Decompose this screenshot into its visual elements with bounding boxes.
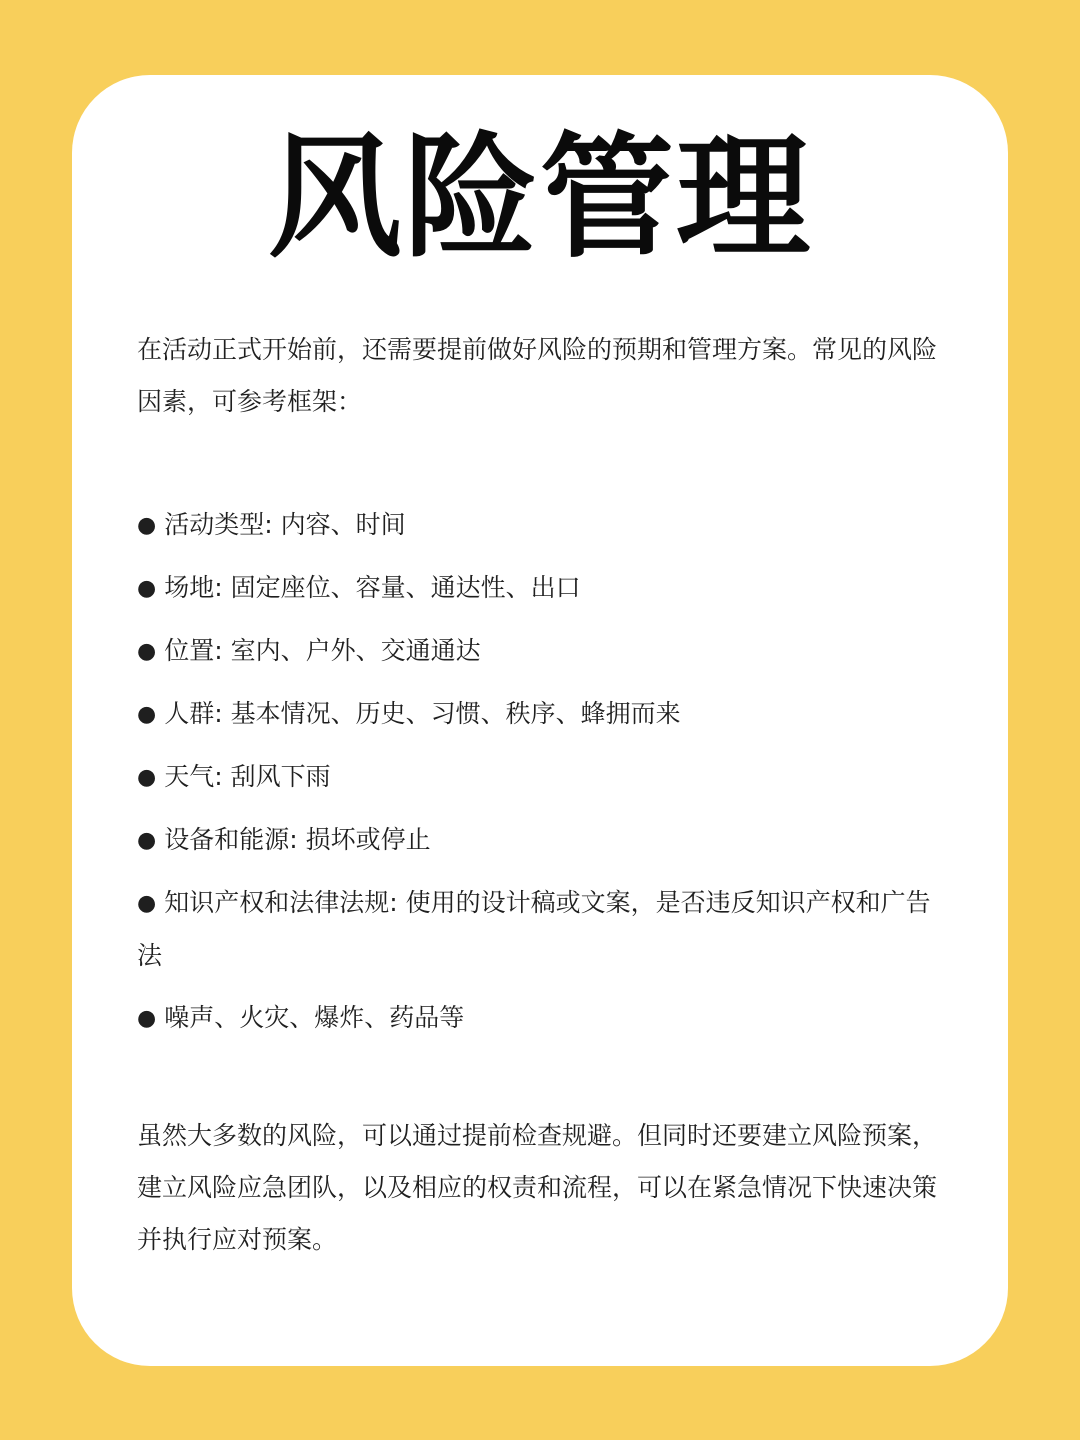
- list-item-text: 使用的设计稿或文案，是否违反知识产权和广告法: [137, 888, 931, 970]
- list-item: ● 人群: 基本情况、历史、习惯、秩序、蜂拥而来: [137, 699, 681, 728]
- bullet-dot-icon: ●: [137, 576, 157, 601]
- list-item-label: 场地: [164, 573, 215, 602]
- list-item-text: 室内、户外、交通通达: [230, 636, 481, 665]
- list-item-text: 固定座位、容量、通达性、出口: [230, 573, 581, 602]
- list-item-text: 损坏或停止: [305, 825, 431, 854]
- list-item: ● 天气: 刮风下雨: [137, 762, 331, 791]
- list-item-text: 刮风下雨: [230, 762, 331, 791]
- list-item-text: 基本情况、历史、习惯、秩序、蜂拥而来: [230, 699, 681, 728]
- bullet-dot-icon: ●: [137, 639, 157, 664]
- list-item-label: 人群: [164, 699, 215, 728]
- list-item: [137, 992, 947, 1045]
- bullet-dot-icon: ●: [137, 828, 157, 853]
- risk-factor-list: [137, 499, 947, 1055]
- page-title: 风险管理: [267, 120, 812, 276]
- bullet-dot-icon: ●: [137, 513, 157, 538]
- bullet-dot-icon: ●: [137, 702, 157, 727]
- list-item-label: 设备和能源: [164, 825, 290, 854]
- list-item: ● 位置: 室内、户外、交通通达: [137, 636, 481, 665]
- list-item-text: 噪声、火灾、爆炸、药品等: [164, 1003, 465, 1032]
- list-item: ● 设备和能源: 损坏或停止: [137, 825, 431, 854]
- closing-paragraph: 虽然大多数的风险，可以通过提前检查规避。但同时还要建立风险预案，建立风险应急团队，以及相应的权责和流程，可以在紧急情况下快速决策并执行应对预案。: [137, 1121, 938, 1254]
- list-item-label: 天气: [164, 762, 215, 791]
- bullet-dot-icon: ●: [137, 891, 157, 916]
- list-item-label: 活动类型: [164, 510, 265, 539]
- intro-paragraph: 在活动正式开始前，还需要提前做好风险的预期和管理方案。常见的风险因素，可参考框架：: [137, 335, 938, 416]
- list-item: ● 活动类型: 内容、时间: [137, 510, 406, 539]
- list-item-label: 位置: [164, 636, 215, 665]
- list-item: ● 场地: 固定座位、容量、通达性、出口: [137, 573, 581, 602]
- list-item-text: 内容、时间: [280, 510, 406, 539]
- list-item: ● 知识产权和法律法规: 使用的设计稿或文案，是否违反知识产权和广告法: [137, 888, 931, 970]
- list-item-label: 知识产权和法律法规: [164, 888, 390, 917]
- bullet-dot-icon: ●: [137, 765, 157, 790]
- bullet-dot-icon: ●: [137, 1006, 157, 1031]
